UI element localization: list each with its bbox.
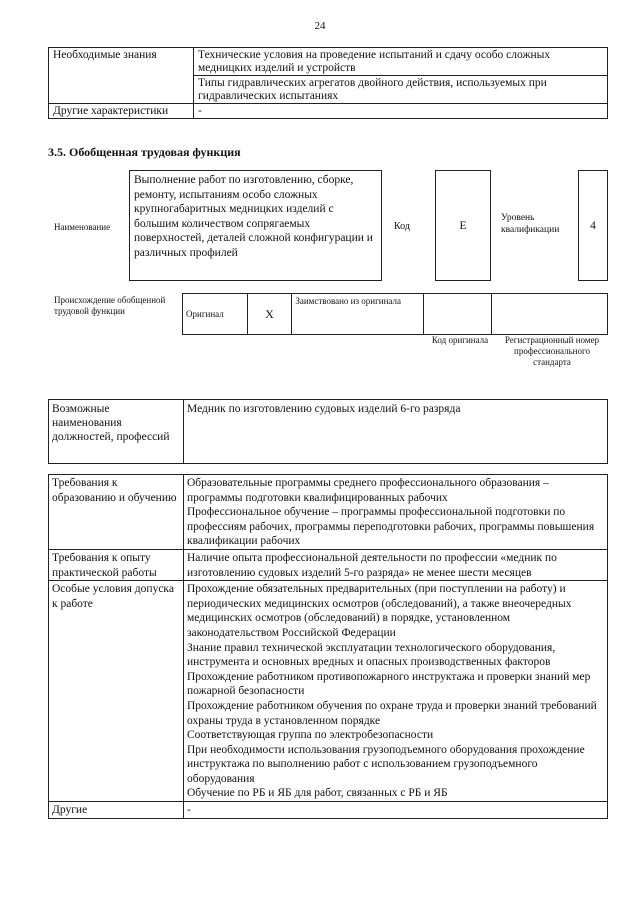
condition-item: Соответствующая группа по электробезопасности bbox=[187, 729, 434, 742]
positions-value: Медник по изготовлению судовых изделий 6-го разряда bbox=[184, 400, 608, 464]
condition-item: Прохождение обязательных предварительных (при поступлении на работу) и периодических медицинских осмотров (обследований), а также внеочередных медицинских осмотров (обследований) в порядке, установленном законодательством Российской Федерации bbox=[187, 583, 572, 639]
condition-item: Обучение по РБ и ЯБ для работ, связанных с РБ и ЯБ bbox=[187, 787, 448, 800]
conditions-label: Особые условия допуска к работе bbox=[49, 581, 184, 802]
knowledge-label: Необходимые знания bbox=[49, 48, 194, 104]
condition-item: Прохождение работником противопожарного инструктажа и проверки знаний мер пожарной безопасности bbox=[187, 670, 591, 698]
page-number: 24 bbox=[314, 20, 326, 32]
condition-item: Прохождение работником обучения по охране труда и проверки знаний требований охраны труда в установленном порядке bbox=[187, 699, 597, 727]
requirements-table bbox=[48, 474, 608, 819]
condition-item: При необходимости использования грузоподъемного оборудования прохождение инструктажа по выполнению работ с использованием грузоподъемного оборудования bbox=[187, 743, 585, 785]
knowledge-item: Технические условия на проведение испытаний и сдачу особо сложных медницких изделий и устройств bbox=[194, 48, 608, 76]
name-label: Наименование bbox=[54, 222, 111, 232]
function-name-box: Выполнение работ по изготовлению, сборке, ремонту, испытаниям особо сложных крупногабаритных медницких изделий с большим количеством сопрягаемых поверхностей, деталей сложной конфигурации и различных профилей bbox=[129, 170, 382, 281]
original-label: Оригинал bbox=[183, 294, 248, 335]
education-cell bbox=[184, 475, 608, 550]
education-item: Профессиональное обучение – программы профессиональной подготовки по профессиям рабочих, программы переподготовки рабочих, программы повышения квалификации рабочих bbox=[187, 506, 595, 548]
experience-value: Наличие опыта профессиональной деятельности по профессии «медник по изготовлению судовых изделий 5-го разряда» не менее шести месяцев bbox=[184, 549, 608, 580]
code-value-box: E bbox=[435, 170, 491, 281]
experience-label: Требования к опыту практической работы bbox=[49, 549, 184, 580]
positions-label: Возможные наименования должностей, профессий bbox=[49, 400, 184, 464]
education-label: Требования к образованию и обучению bbox=[49, 475, 184, 550]
registration-number-cell bbox=[492, 294, 608, 335]
registration-number-caption: Регистрационный номер профессионального стандарта bbox=[504, 335, 600, 367]
other-characteristics-value: - bbox=[194, 104, 608, 119]
knowledge-item: Типы гидравлических агрегатов двойного действия, используемых при гидравлических испытаниях bbox=[194, 76, 608, 104]
origin-label: Происхождение обобщенной трудовой функции bbox=[54, 295, 166, 316]
condition-item: Знание правил технической эксплуатации технологического оборудования, инструмента и основных вредных и опасных производственных факторов bbox=[187, 641, 556, 669]
knowledge-table bbox=[48, 47, 608, 119]
original-mark: X bbox=[247, 294, 292, 335]
other-value: - bbox=[184, 802, 608, 819]
code-label: Код bbox=[394, 221, 410, 232]
section-title: 3.5. Обобщенная трудовая функция bbox=[48, 145, 241, 159]
other-characteristics-label: Другие характеристики bbox=[49, 104, 194, 119]
conditions-cell bbox=[184, 581, 608, 802]
borrowed-label: Заимствовано из оригинала bbox=[292, 294, 424, 335]
qualification-level-label: Уровень квалификации bbox=[501, 213, 560, 235]
qualification-level-box: 4 bbox=[578, 170, 608, 281]
origin-table bbox=[182, 293, 608, 335]
original-code-caption: Код оригинала bbox=[431, 335, 489, 345]
positions-table bbox=[48, 399, 608, 464]
other-label: Другие bbox=[49, 802, 184, 819]
education-item: Образовательные программы среднего профессионального образования – программы подготовки квалифицированных рабочих bbox=[187, 477, 549, 504]
original-code-cell bbox=[424, 294, 492, 335]
